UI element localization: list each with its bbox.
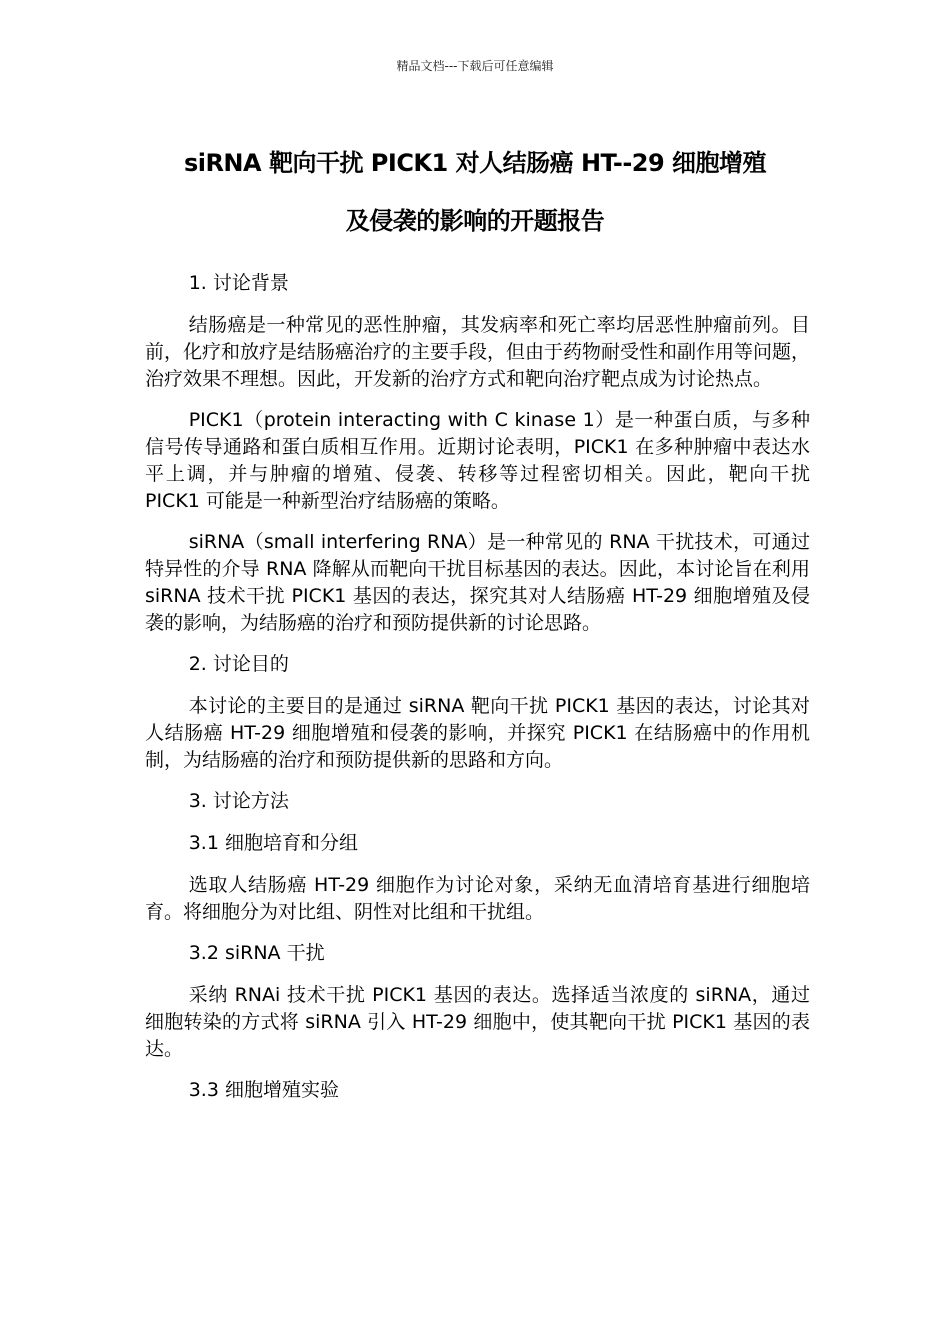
- subsection-heading-3-3: 3.3 细胞增殖实验: [188, 1079, 339, 1101]
- document-title: [140, 134, 810, 250]
- paragraph-background-2: PICK1（protein interacting with C kinase 1）是一种蛋白质，与多种信号传导通路和蛋白质相互作用。近期讨论表明，PICK1 在多种肿瘤中表达水平上调，并与肿瘤的增殖、侵袭、转移等过程密切相关。因此，靶向干扰 PICK1 可能是一种新型治疗结肠癌的策略。: [145, 409, 810, 512]
- subsection-heading-3-2: 3.2 siRNA 干扰: [188, 942, 325, 964]
- paragraph-background-3: siRNA（small interfering RNA）是一种常见的 RNA 干扰技术，可通过特异性的介导 RNA 降解从而靶向干扰目标基因的表达。因此，本讨论旨在利用 siRNA 技术干扰 PICK1 基因的表达，探究其对人结肠癌 HT-29 细胞增殖及侵袭的影响，为结肠癌的治疗和预防提供新的讨论思路。: [145, 531, 810, 634]
- paragraph-method-3-1: 选取人结肠癌 HT-29 细胞作为讨论对象，采纳无血清培育基进行细胞培育。将细胞分为对比组、阴性对比组和干扰组。: [145, 874, 810, 923]
- header-note: 精品文档---下载后可任意编辑: [396, 59, 554, 73]
- subsection-heading-3-1: 3.1 细胞培育和分组: [188, 832, 358, 854]
- paragraph-method-3-2: 采纳 RNAi 技术干扰 PICK1 基因的表达。选择适当浓度的 siRNA，通过细胞转染的方式将 siRNA 引入 HT-29 细胞中，使其靶向干扰 PICK1 基因的表达。: [145, 984, 810, 1060]
- title-line-1: siRNA 靶向干扰 PICK1 对人结肠癌 HT--29 细胞增殖: [183, 149, 767, 177]
- title-line-2: 及侵袭的影响的开题报告: [345, 207, 605, 235]
- section-heading-background: 1. 讨论背景: [188, 272, 289, 294]
- document-body: [145, 270, 810, 1119]
- paragraph-purpose-1: 本讨论的主要目的是通过 siRNA 靶向干扰 PICK1 基因的表达，讨论其对人结肠癌 HT-29 细胞增殖和侵袭的影响，并探究 PICK1 在结肠癌中的作用机制，为结肠癌的治疗和预防提供新的思路和方向。: [145, 695, 810, 771]
- section-heading-method: 3. 讨论方法: [188, 790, 289, 812]
- section-heading-purpose: 2. 讨论目的: [188, 653, 289, 675]
- paragraph-background-1: 结肠癌是一种常见的恶性肿瘤，其发病率和死亡率均居恶性肿瘤前列。目前，化疗和放疗是结肠癌治疗的主要手段，但由于药物耐受性和副作用等问题，治疗效果不理想。因此，开发新的治疗方式和靶向治疗靶点成为讨论热点。: [145, 314, 811, 390]
